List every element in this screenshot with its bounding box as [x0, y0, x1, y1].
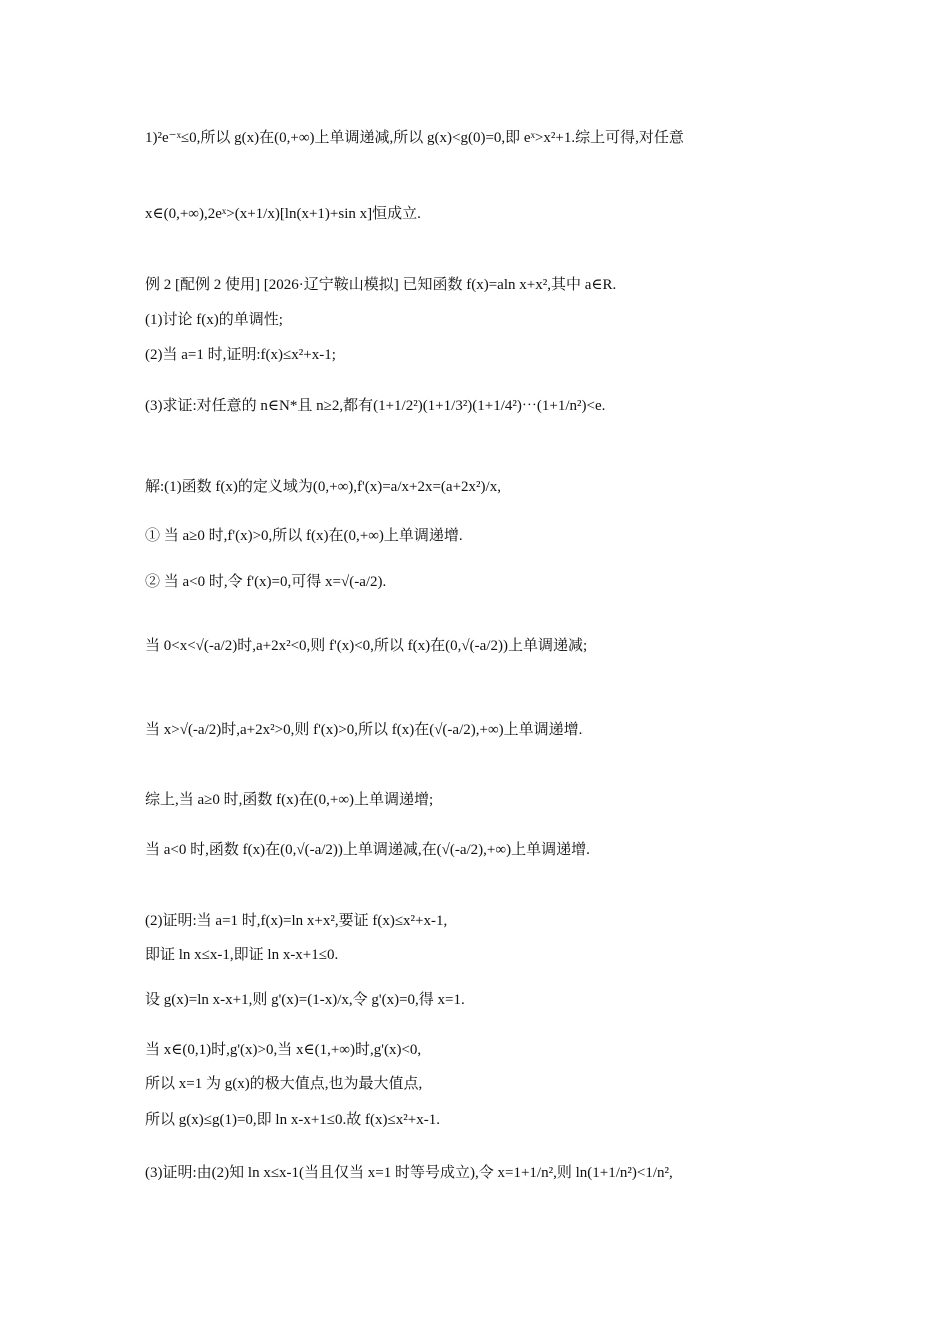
solution-line: 当 x>√(-a/2)时,a+2x²>0,则 f'(x)>0,所以 f(x)在(√(-a/2),+∞)上单调递增.	[145, 722, 583, 738]
solution-line: 解:(1)函数 f(x)的定义域为(0,+∞),f'(x)=a/x+2x=(a+2x²)/x,	[145, 479, 501, 495]
solution-line: ① 当 a≥0 时,f'(x)>0,所以 f(x)在(0,+∞)上单调递增.	[145, 528, 463, 544]
text-line: 1)²e⁻ˣ≤0,所以 g(x)在(0,+∞)上单调递减,所以 g(x)<g(0)=0,即 eˣ>x²+1.综上可得,对任意	[145, 130, 684, 146]
solution-line: 当 a<0 时,函数 f(x)在(0,√(-a/2))上单调递减,在(√(-a/2),+∞)上单调递增.	[145, 842, 590, 858]
solution-line: 当 x∈(0,1)时,g'(x)>0,当 x∈(1,+∞)时,g'(x)<0,	[145, 1042, 422, 1058]
solution-line: ② 当 a<0 时,令 f'(x)=0,可得 x=√(-a/2).	[145, 574, 387, 590]
solution-line: (2)证明:当 a=1 时,f(x)=ln x+x²,要证 f(x)≤x²+x-1,	[145, 913, 448, 929]
solution-line: 所以 g(x)≤g(1)=0,即 ln x-x+1≤0.故 f(x)≤x²+x-1.	[145, 1112, 440, 1128]
solution-line: 综上,当 a≥0 时,函数 f(x)在(0,+∞)上单调递增;	[145, 792, 434, 808]
solution-line: 当 0<x<√(-a/2)时,a+2x²<0,则 f'(x)<0,所以 f(x)在(0,√(-a/2))上单调递减;	[145, 638, 588, 654]
question-2: (2)当 a=1 时,证明:f(x)≤x²+x-1;	[145, 347, 336, 363]
question-1: (1)讨论 f(x)的单调性;	[145, 312, 283, 328]
example-heading: 例 2 [配例 2 使用] [2026·辽宁鞍山模拟] 已知函数 f(x)=aln x+x²,其中 a∈R.	[145, 277, 617, 293]
solution-line: 即证 ln x≤x-1,即证 ln x-x+1≤0.	[145, 947, 339, 963]
solution-line: (3)证明:由(2)知 ln x≤x-1(当且仅当 x=1 时等号成立),令 x=1+1/n²,则 ln(1+1/n²)<1/n²,	[145, 1165, 673, 1181]
text-line: x∈(0,+∞),2eˣ>(x+1/x)[ln(x+1)+sin x]恒成立.	[145, 206, 421, 222]
solution-line: 所以 x=1 为 g(x)的极大值点,也为最大值点,	[145, 1076, 423, 1092]
question-3: (3)求证:对任意的 n∈N*且 n≥2,都有(1+1/2²)(1+1/3²)(1+1/4²)⋯(1+1/n²)<e.	[145, 398, 606, 414]
solution-line: 设 g(x)=ln x-x+1,则 g'(x)=(1-x)/x,令 g'(x)=0,得 x=1.	[145, 992, 465, 1008]
